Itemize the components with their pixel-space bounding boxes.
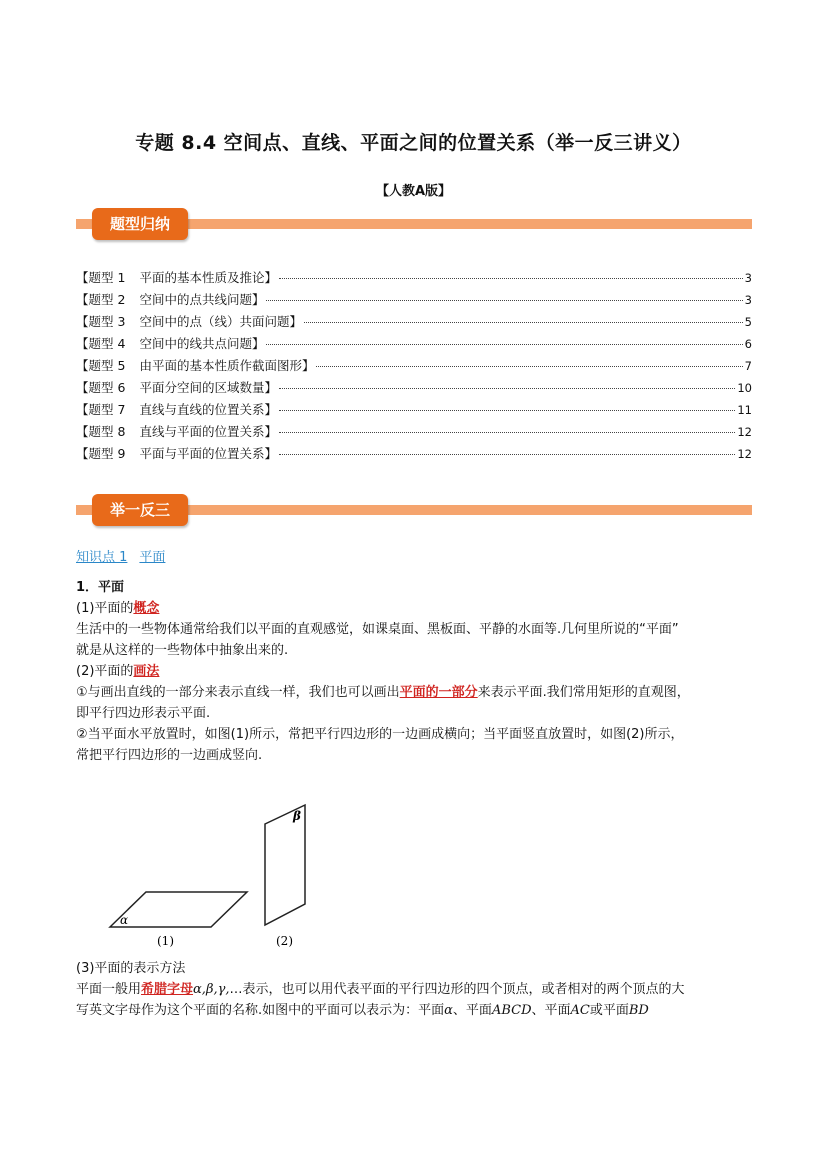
alpha-label: α [120, 913, 129, 927]
section-banner-question-types [76, 208, 752, 240]
toc-leader [279, 410, 735, 411]
math-symbol: BD [628, 1003, 649, 1018]
text: 、平面 [531, 1003, 571, 1018]
toc-tag: 【题型 2 [76, 292, 126, 307]
toc-entry[interactable] [76, 400, 752, 422]
paragraph: 即平行四边形表示平面. [76, 706, 211, 721]
paragraph [76, 1000, 752, 1021]
toc-page: 7 [744, 359, 752, 373]
toc-text: 平面与平面的位置关系】 [139, 446, 277, 461]
vertical-plane-shape [265, 805, 305, 925]
toc-entry[interactable] [76, 356, 752, 378]
keyword: 画法 [133, 664, 160, 679]
math-symbol: α [444, 1003, 453, 1018]
text: 或平面 [589, 1003, 629, 1018]
content-heading: 1．平面 [76, 580, 125, 595]
toc-entry[interactable] [76, 444, 752, 466]
knowledge-label: 知识点 1 [76, 550, 128, 565]
toc-entry[interactable] [76, 422, 752, 444]
toc-leader [266, 344, 742, 345]
content-body [76, 577, 752, 766]
toc-text: 空间中的线共点问题】 [139, 336, 265, 351]
paragraph: (3)平面的表示方法 [76, 961, 186, 976]
banner-tag: 举一反三 [92, 494, 188, 526]
toc-page: 5 [744, 315, 752, 329]
toc-text: 直线与直线的位置关系】 [139, 402, 277, 417]
toc-leader [279, 454, 735, 455]
toc-text: 平面分空间的区域数量】 [139, 380, 277, 395]
greek-letters: α,β,γ, [193, 982, 230, 997]
toc-tag: 【题型 3 [76, 314, 126, 329]
keyword: 希腊字母 [141, 982, 194, 997]
toc-tag: 【题型 7 [76, 402, 126, 417]
toc-entry[interactable] [76, 268, 752, 290]
knowledge-point-link[interactable] [76, 546, 165, 565]
toc-leader [279, 278, 743, 279]
toc-page: 3 [744, 293, 752, 307]
toc-tag: 【题型 1 [76, 270, 126, 285]
text: 、平面 [452, 1003, 492, 1018]
text: …表示，也可以用代表平面的平行四边形的四个顶点，或者相对的两个顶点的大 [229, 982, 685, 997]
text: 平面一般用 [76, 982, 142, 997]
toc-page: 12 [737, 425, 752, 439]
paragraph [76, 979, 752, 1000]
paragraph: 生活中的一些物体通常给我们以平面的直观感觉，如课桌面、黑板面、平静的水面等.几何里所说的“平面” [76, 622, 679, 637]
banner-tag: 题型归纳 [92, 208, 188, 240]
toc-page: 10 [737, 381, 752, 395]
toc-entry[interactable] [76, 312, 752, 334]
toc-page: 11 [737, 403, 752, 417]
toc-tag: 【题型 6 [76, 380, 126, 395]
toc-tag: 【题型 8 [76, 424, 126, 439]
content-body-2 [76, 958, 752, 1021]
toc-text: 直线与平面的位置关系】 [139, 424, 277, 439]
paragraph: 常把平行四边形的一边画成竖向. [76, 748, 263, 763]
toc-page: 3 [744, 271, 752, 285]
toc-text: 由平面的基本性质作截面图形】 [139, 358, 315, 373]
toc-leader [304, 322, 743, 323]
toc-leader [279, 388, 735, 389]
paragraph [76, 682, 752, 703]
section-banner-examples [76, 494, 752, 526]
keyword: 概念 [133, 601, 160, 616]
paragraph: ②当平面水平放置时，如图(1)所示，常把平行四边形的一边画成横向；当平面竖直放置时，如图(2)所示， [76, 727, 684, 742]
toc-leader [266, 300, 742, 301]
toc-entry[interactable] [76, 290, 752, 312]
keyword: 平面的一部分 [399, 685, 478, 700]
toc-tag: 【题型 5 [76, 358, 126, 373]
toc-entry[interactable] [76, 378, 752, 400]
horizontal-plane-shape [110, 892, 247, 927]
text: (1)平面的 [76, 601, 134, 616]
toc-text: 空间中的点共线问题】 [139, 292, 265, 307]
toc-text: 空间中的点（线）共面问题】 [139, 314, 302, 329]
table-of-contents [76, 268, 752, 466]
document-title: 专题 8.4 空间点、直线、平面之间的位置关系（举一反三讲义） [135, 132, 692, 154]
math-symbol: ABCD [491, 1003, 532, 1018]
paragraph [76, 598, 752, 619]
text: ①与画出直线的一部分来表示直线一样，我们也可以画出 [76, 685, 400, 700]
text: 写英文字母作为这个平面的名称.如图中的平面可以表示为：平面 [76, 1003, 445, 1018]
toc-page: 12 [737, 447, 752, 461]
beta-label: β [293, 809, 301, 823]
toc-leader [316, 366, 742, 367]
paragraph: 就是从这样的一些物体中抽象出来的. [76, 643, 289, 658]
toc-page: 6 [744, 337, 752, 351]
paragraph [76, 661, 752, 682]
toc-leader [279, 432, 735, 433]
caption-1: (1) [157, 934, 174, 948]
edition-label: 【人教A版】 [375, 184, 452, 199]
toc-text: 平面的基本性质及推论】 [139, 270, 277, 285]
text: (2)平面的 [76, 664, 134, 679]
caption-2: (2) [276, 934, 293, 948]
knowledge-topic: 平面 [139, 550, 166, 565]
toc-tag: 【题型 9 [76, 446, 126, 461]
text: 来表示平面.我们常用矩形的直观图， [477, 685, 690, 700]
toc-entry[interactable] [76, 334, 752, 356]
math-symbol: AC [570, 1003, 590, 1018]
plane-figure [100, 800, 360, 955]
toc-tag: 【题型 4 [76, 336, 126, 351]
